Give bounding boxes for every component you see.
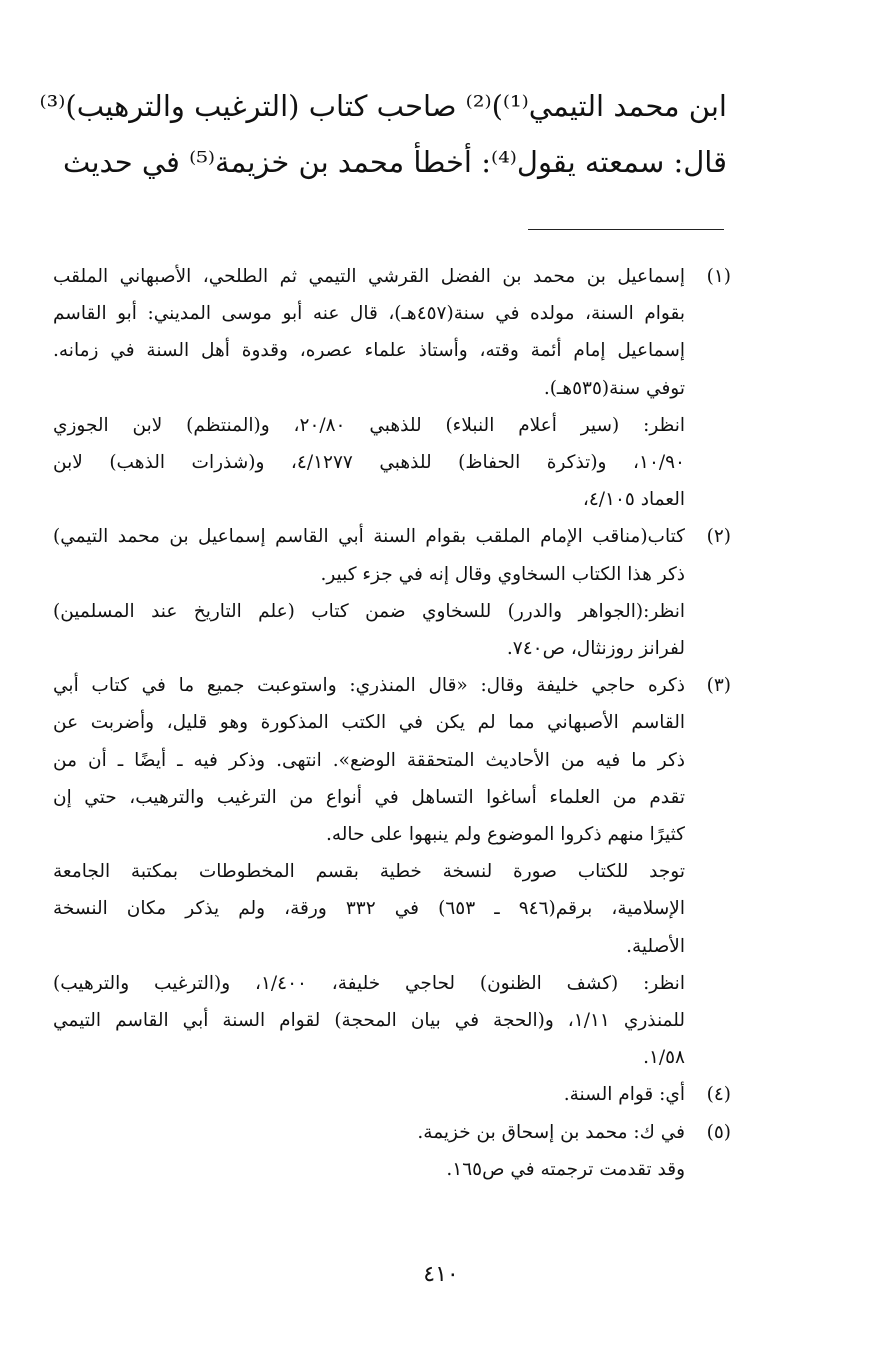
- footnote-line: للمنذري ١/١١، و(الحجة في بيان المحجة) لقوام السنة أبي القاسم التيمي: [53, 1010, 686, 1032]
- footnote-line: بقوام السنة، مولده في سنة(٤٥٧هـ)، قال عنه أبو موسى المديني: أبو القاسم: [53, 303, 685, 325]
- footnote-line: الأصلية.: [626, 935, 685, 957]
- footnote-line: ذكر ما فيه من الأحاديث المتحققة الوضع». انتهى. وذكر فيه ـ أيضًا ـ أن من: [53, 749, 685, 771]
- footnote-5: [53, 1114, 729, 1188]
- footnote-line: ذكر هذا الكتاب السخاوي وقال إنه في جزء كبير.: [320, 563, 685, 585]
- footnote-line: ١٠/٩٠، و(تذكرة الحفاظ) للذهبي ٤/١٢٧٧، و(شذرات الذهب) لابن: [53, 452, 685, 474]
- page-number: ٤١٠: [423, 1262, 459, 1287]
- footnote-line: في ك: محمد بن إسحاق بن خزيمة.: [417, 1121, 685, 1143]
- footnote-3: [53, 667, 729, 1076]
- footnote-line: توجد للكتاب صورة لنسخة خطية بقسم المخطوطات بمكتبة الجامعة: [53, 861, 685, 883]
- footnote-line: أي: قوام السنة.: [563, 1084, 685, 1106]
- footnotes: [53, 258, 729, 1188]
- footnote-line: إسماعيل إمام أئمة وقته، وأستاذ علماء عصره، وقدوة أهل السنة في زمانه.: [53, 340, 685, 362]
- footnote-line: كتاب(مناقب الإمام الملقب بقوام السنة أبي القاسم إسماعيل بن محمد التيمي): [53, 526, 685, 548]
- footnote-line: ذكره حاجي خليفة وقال: «قال المنذري: واستوعبت جميع ما في كتاب أبي: [53, 675, 685, 697]
- footnote-line: انظر:(الجواهر والدرر) للسخاوي ضمن كتاب (علم التاريخ عند المسلمين): [53, 600, 685, 622]
- footnote-line: تقدم من العلماء أساغوا التساهل في أنواع من الترغيب والترهيب، حتي إن: [53, 786, 685, 808]
- footnote-number: (٣): [706, 675, 731, 697]
- footnote-line: الإسلامية، برقم(٩٤٦ ـ ٦٥٣) في ٣٣٢ ورقة، ولم يذكر مكان النسخة: [53, 898, 685, 920]
- footnote-line: إسماعيل بن محمد بن الفضل القرشي التيمي ثم الطلحي، الأصبهاني الملقب: [53, 266, 685, 287]
- footnote-line: انظر: (كشف الظنون) لحاجي خليفة، ١/٤٠٠، و(الترغيب والترهيب): [53, 972, 685, 994]
- footnote-number: (٢): [706, 526, 731, 548]
- footnote-4: [53, 1076, 729, 1113]
- footnote-line: لفرانز روزنثال، ص٧٤٠.: [506, 638, 685, 660]
- footnote-divider: [528, 229, 724, 230]
- main-text-line-2: قال: سمعته يقول⁽⁴⁾: أخطأ محمد بن خزيمة⁽⁵⁾ في حديث: [62, 145, 727, 179]
- main-text: [39, 78, 727, 190]
- footnote-line: ١/٥٨.: [643, 1047, 685, 1069]
- footnote-line: وقد تقدمت ترجمته في ص١٦٥.: [446, 1158, 685, 1180]
- footnote-number: (٤): [706, 1084, 731, 1106]
- footnote-2: [53, 518, 729, 667]
- footnote-1: [53, 258, 729, 518]
- footnote-number: (٥): [706, 1121, 731, 1143]
- footnote-number: (١): [706, 266, 731, 287]
- main-text-line-1: ابن محمد التيمي⁽¹⁾)⁽²⁾ صاحب كتاب (الترغيب والترهيب)⁽³⁾: [39, 89, 727, 123]
- footnote-line: انظر: (سير أعلام النبلاء) للذهبي ٢٠/٨٠، و(المنتظم) لابن الجوزي: [53, 414, 685, 436]
- footnote-line: القاسم الأصبهاني مما لم يكن في الكتب المذكورة وهو قليل، وأضربت عن: [53, 712, 685, 734]
- footnote-line: العماد ٤/١٠٥،: [582, 489, 685, 511]
- footnote-line: كثيرًا منهم ذكروا الموضوع ولم ينبهوا على حاله.: [326, 824, 685, 846]
- footnote-line: توفي سنة(٥٣٥هـ).: [543, 377, 685, 399]
